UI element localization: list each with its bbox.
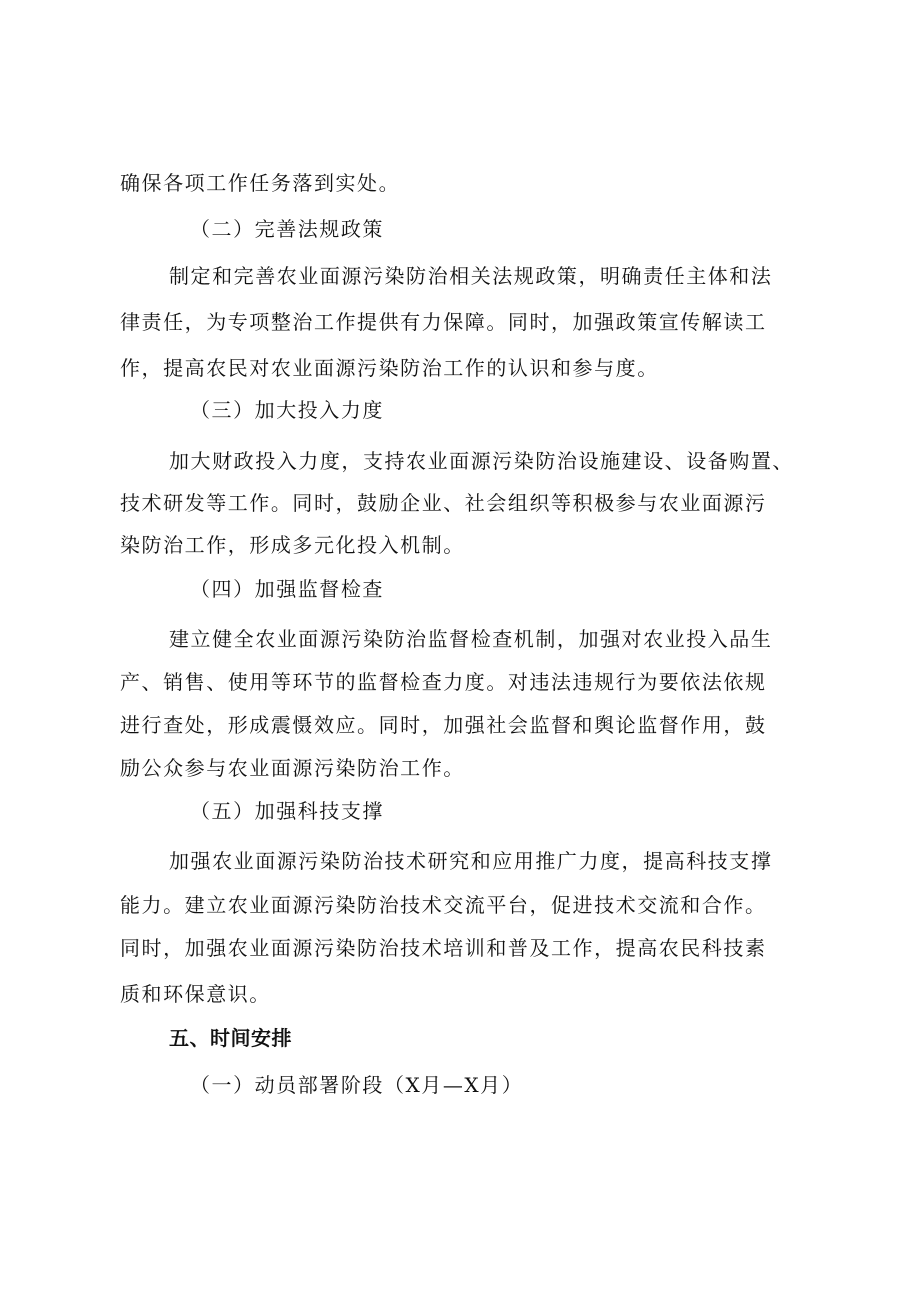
paragraph-line: 制定和完善农业面源污染防治相关法规政策，明确责任主体和法 bbox=[169, 264, 773, 288]
paragraph-line: 能力。建立农业面源污染防治技术交流平台，促进技术交流和合作。 bbox=[120, 893, 767, 917]
paragraph-line: 律责任，为专项整治工作提供有力保障。同时，加强政策宣传解读工 bbox=[120, 310, 767, 334]
paragraph-line: 励公众参与农业面源污染防治工作。 bbox=[120, 756, 465, 780]
section-heading: （二）完善法规政策 bbox=[190, 217, 384, 241]
paragraph-line: 同时，加强农业面源污染防治技术培训和普及工作，提高农民科技素 bbox=[120, 936, 767, 960]
chapter-heading: 五、时间安排 bbox=[169, 1026, 292, 1050]
paragraph-line: 作，提高农民对农业面源污染防治工作的认识和参与度。 bbox=[120, 356, 659, 380]
section-heading: （四）加强监督检查 bbox=[190, 577, 384, 601]
paragraph-line: 技术研发等工作。同时，鼓励企业、社会组织等积极参与农业面源污 bbox=[120, 491, 767, 515]
paragraph-line: 加强农业面源污染防治技术研究和应用推广力度，提高科技支撑 bbox=[169, 849, 773, 873]
paragraph-line: 确保各项工作任务落到实处。 bbox=[120, 171, 401, 195]
paragraph-line: 加大财政投入力度，支持农业面源污染防治设施建设、设备购置、 bbox=[169, 449, 794, 473]
paragraph-line: 染防治工作，形成多元化投入机制。 bbox=[120, 533, 465, 557]
section-heading: （五）加强科技支撑 bbox=[190, 799, 384, 823]
paragraph-line: 质和环保意识。 bbox=[120, 982, 271, 1006]
section-heading: （三）加大投入力度 bbox=[190, 398, 384, 422]
paragraph-line: 产、销售、使用等环节的监督检查力度。对违法违规行为要依法依规 bbox=[120, 670, 767, 694]
paragraph-line: 建立健全农业面源污染防治监督检查机制，加强对农业投入品生 bbox=[169, 627, 773, 651]
section-heading: （一）动员部署阶段（X月—X月） bbox=[190, 1073, 524, 1097]
paragraph-line: 进行查处，形成震慑效应。同时，加强社会监督和舆论监督作用，鼓 bbox=[120, 713, 767, 737]
